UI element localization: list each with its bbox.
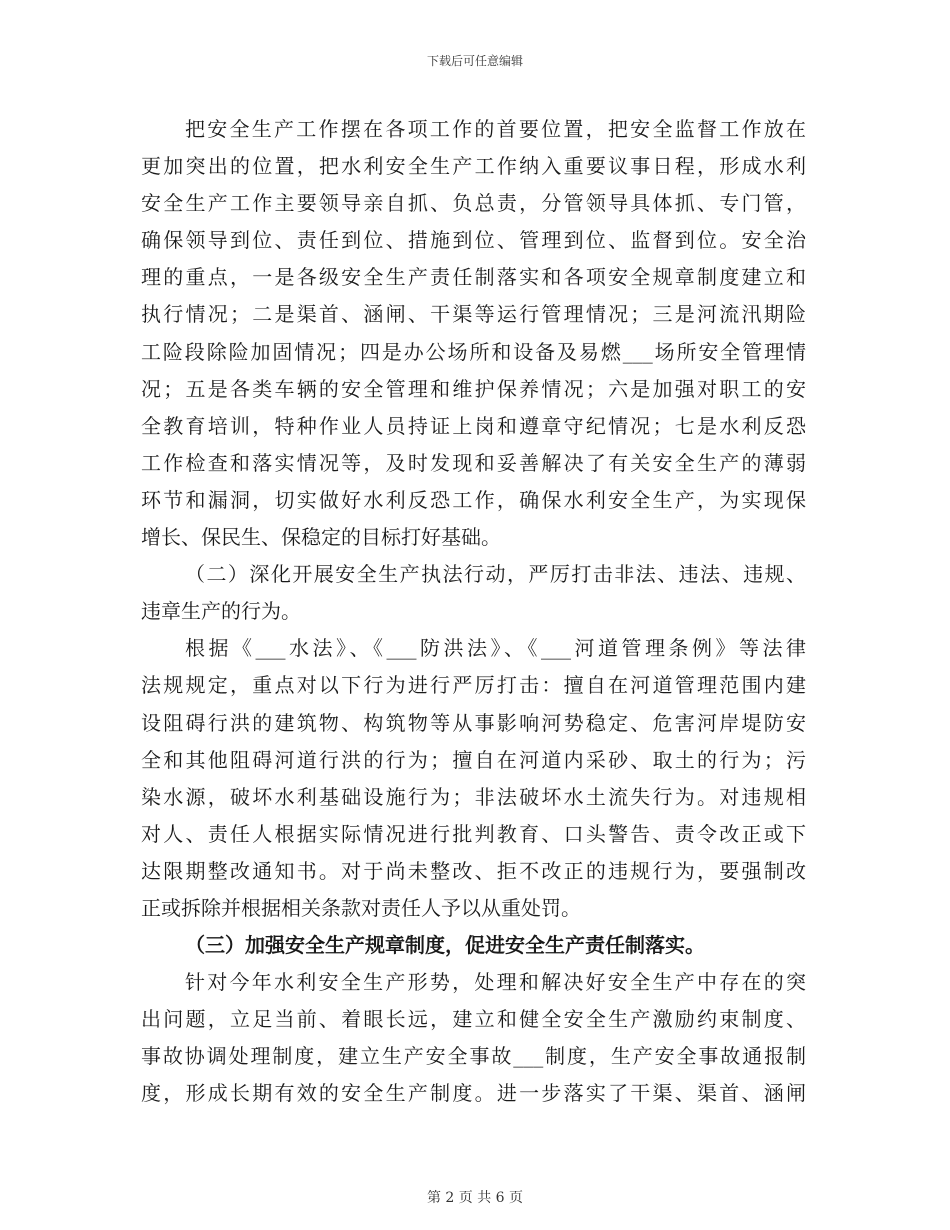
text-line: 正或拆除并根据相关条款对责任人予以从重处罚。 (141, 895, 581, 920)
text-line: 工作检查和落实情况等，及时发现和妥善解决了有关安全生产的薄弱 (141, 450, 806, 475)
page-footer: 第 2 页 共 6 页 (426, 1190, 524, 1206)
text-line: 针对今年水利安全生产形势，处理和解决好安全生产中存在的突 (185, 970, 806, 995)
document-body (141, 111, 806, 1113)
text-line: 事故协调处理制度，建立生产安全事故___制度，生产安全事故通报制 (141, 1044, 806, 1069)
text-line: 全和其他阻碍河道行洪的行为；擅自在河道内采砂、取土的行为；污 (141, 747, 806, 772)
text-line: 出问题，立足当前、着眼长远，建立和健全安全生产激励约束制度、 (141, 1007, 806, 1032)
text-line: 对人、责任人根据实际情况进行批判教育、口头警告、责令改正或下 (141, 821, 806, 846)
text-line: 环节和漏洞，切实做好水利反恐工作，确保水利安全生产，为实现保 (141, 487, 806, 512)
text-line: 把安全生产工作摆在各项工作的首要位置，把安全监督工作放在 (185, 117, 806, 141)
text-line: 况；五是各类车辆的安全管理和维护保养情况；六是加强对职工的安 (141, 376, 806, 401)
text-line: 工险段除险加固情况；四是办公场所和设备及易燃___场所安全管理情 (141, 339, 806, 364)
text-line: （二）深化开展安全生产执法行动，严厉打击非法、违法、违规、 (185, 562, 806, 587)
text-line: 染水源，破坏水利基础设施行为；非法破坏水土流失行为。对违规相 (141, 784, 806, 809)
text-line: 根据《___水法》、《___防洪法》、《___河道管理条例》等法律 (185, 636, 806, 661)
text-line: 增长、保民生、保稳定的目标打好基础。 (141, 525, 501, 550)
text-line: 达限期整改通知书。对于尚未整改、拒不改正的违规行为，要强制改 (141, 858, 806, 883)
text-line: 违章生产的行为。 (141, 599, 301, 624)
text-line: 度，形成长期有效的安全生产制度。进一步落实了干渠、渠首、涵闸 (141, 1081, 806, 1106)
text-line: 法规规定，重点对以下行为进行严厉打击：擅自在河道管理范围内建 (141, 673, 806, 698)
text-line: 确保领导到位、责任到位、措施到位、管理到位、监督到位。安全治 (141, 228, 806, 253)
text-line: 安全生产工作主要领导亲自抓、负总责，分管领导具体抓、专门管， (141, 191, 806, 216)
page-header: 下载后可任意编辑 (426, 54, 523, 68)
text-line: 全教育培训，特种作业人员持证上岗和遵章守纪情况；七是水利反恐 (141, 413, 806, 438)
text-line: 执行情况；二是渠首、涵闸、干渠等运行管理情况；三是河流汛期险 (141, 302, 806, 327)
text-line: 更加突出的位置，把水利安全生产工作纳入重要议事日程，形成水利 (141, 154, 806, 179)
section-heading-line: （三）加强安全生产规章制度，促进安全生产责任制落实。 (185, 933, 705, 958)
text-line: 理的重点，一是各级安全生产责任制落实和各项安全规章制度建立和 (141, 265, 806, 290)
text-line: 设阻碍行洪的建筑物、构筑物等从事影响河势稳定、危害河岸堤防安 (141, 710, 806, 735)
